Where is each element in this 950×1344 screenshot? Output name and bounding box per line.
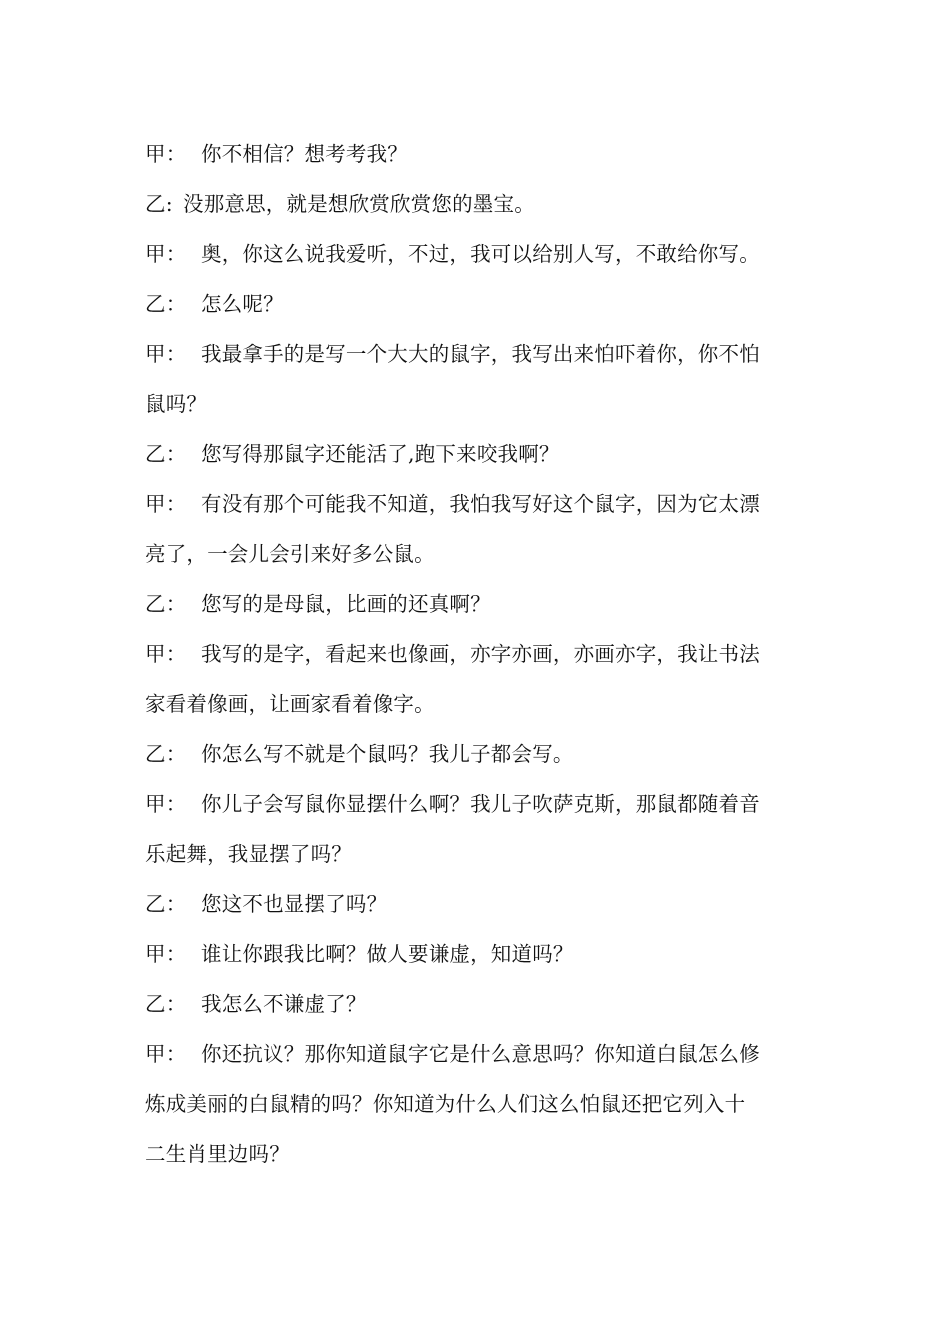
speaker-label: 甲：	[145, 142, 187, 166]
dialogue-line	[145, 779, 813, 829]
speaker-label: 乙：	[145, 442, 187, 466]
dialogue-text: 我怎么不谦虚了？	[201, 992, 367, 1016]
dialogue-text: 你儿子会写鼠你显摆什么啊？我儿子吹萨克斯，那鼠都随着音	[201, 792, 760, 816]
dialogue-continuation: 鼠吗？	[145, 392, 208, 416]
dialogue-line	[145, 929, 813, 979]
dialogue-continuation: 亮了，一会儿会引来好多公鼠。	[145, 542, 435, 566]
dialogue-text: 你怎么写不就是个鼠吗？我儿子都会写。	[201, 742, 574, 766]
dialogue-line	[145, 179, 813, 229]
dialogue-text: 怎么呢？	[201, 292, 284, 316]
speaker-label: 甲：	[145, 242, 187, 266]
dialogue-text: 您这不也显摆了吗？	[201, 892, 388, 916]
dialogue-continuation: 家看着像画，让画家看着像字。	[145, 692, 435, 716]
dialogue-line	[145, 129, 813, 179]
dialogue-line	[145, 629, 813, 679]
dialogue-text: 奥，你这么说我爱听，不过，我可以给别人写，不敢给你写。	[201, 242, 760, 266]
dialogue-text: 有没有那个可能我不知道，我怕我写好这个鼠字，因为它太漂	[201, 492, 760, 516]
dialogue-text: 我写的是字，看起来也像画，亦字亦画，亦画亦字，我让书法	[201, 642, 760, 666]
dialogue-line	[145, 1029, 813, 1079]
speaker-label: 甲：	[145, 642, 187, 666]
dialogue-line	[145, 479, 813, 529]
speaker-label: 甲：	[145, 492, 187, 516]
speaker-label: 乙：	[145, 742, 187, 766]
dialogue-line	[145, 429, 813, 479]
speaker-label: 乙：	[145, 892, 187, 916]
dialogue-line	[145, 329, 813, 379]
dialogue-line	[145, 729, 813, 779]
dialogue-text: 谁让你跟我比啊？做人要谦虚，知道吗？	[201, 942, 574, 966]
dialogue-line	[145, 979, 813, 1029]
dialogue-text: 没那意思，就是想欣赏欣赏您的墨宝。	[183, 192, 535, 216]
speaker-label: 甲：	[145, 342, 187, 366]
dialogue-line	[145, 229, 813, 279]
dialogue-line	[145, 579, 813, 629]
dialogue-line	[145, 279, 813, 329]
speaker-label: 乙:	[145, 192, 173, 216]
dialogue-text: 你还抗议？那你知道鼠字它是什么意思吗？你知道白鼠怎么修	[201, 1042, 760, 1066]
speaker-label: 甲：	[145, 1042, 187, 1066]
dialogue-continuation: 乐起舞，我显摆了吗？	[145, 842, 352, 866]
dialogue-line	[145, 879, 813, 929]
speaker-label: 甲：	[145, 792, 187, 816]
dialogue-text: 您写得那鼠字还能活了,跑下来咬我啊？	[201, 442, 560, 466]
speaker-label: 乙：	[145, 592, 187, 616]
dialogue-text: 我最拿手的是写一个大大的鼠字，我写出来怕吓着你，你不怕	[201, 342, 760, 366]
speaker-label: 甲：	[145, 942, 187, 966]
dialogue-text: 您写的是母鼠，比画的还真啊？	[201, 592, 491, 616]
dialogue-continuation: 炼成美丽的白鼠精的吗？你知道为什么人们这么怕鼠还把它列入十	[145, 1092, 746, 1116]
speaker-label: 乙：	[145, 992, 187, 1016]
dialogue-text: 你不相信？想考考我？	[201, 142, 408, 166]
document-body	[145, 129, 813, 1179]
speaker-label: 乙：	[145, 292, 187, 316]
dialogue-continuation: 二生肖里边吗？	[145, 1142, 290, 1166]
